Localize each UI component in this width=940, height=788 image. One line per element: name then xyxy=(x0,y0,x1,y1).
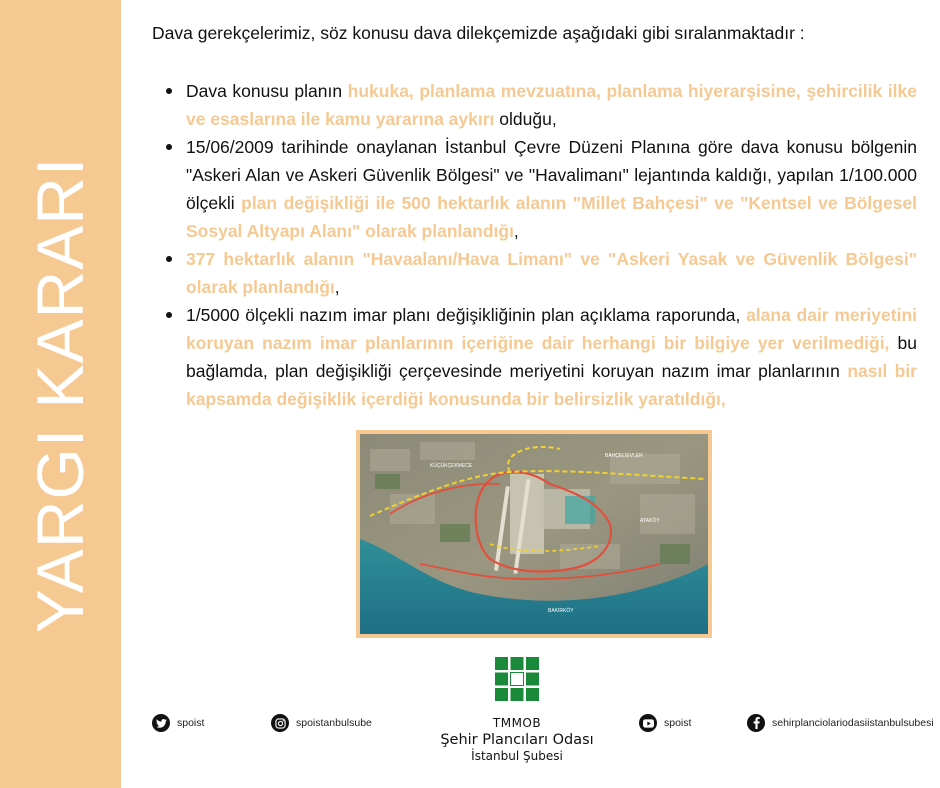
facebook-link[interactable] xyxy=(747,712,934,734)
aerial-map xyxy=(356,430,712,638)
highlight-text: alana dair meriyetini koruyan nazım imar planlarının içeriğine dair herhangi bir bilgiye yer verilmediği, xyxy=(186,305,917,353)
plain-text: , xyxy=(334,277,340,297)
section-title: YARGI KARARI xyxy=(23,156,97,634)
list-item xyxy=(186,301,917,413)
twitter-link[interactable] xyxy=(152,712,204,734)
intro-text: Dava gerekçelerimiz, söz konusu dava dilekçemizde aşağıdaki gibi sıralanmaktadır : xyxy=(152,23,805,43)
instagram-link[interactable] xyxy=(271,712,372,734)
map-label: KÜÇÜKÇEKMECE xyxy=(430,463,473,469)
list-item xyxy=(186,245,917,301)
plain-text: Dava konusu planın xyxy=(186,81,348,101)
logo-org: Şehir Plancıları Odası xyxy=(440,732,594,748)
plain-text: , xyxy=(513,221,519,241)
plain-text: bu bağlamda, plan değişikliği çerçevesinde meriyetini koruyan nazım imar planlarının xyxy=(186,333,917,381)
tmmob-logo xyxy=(440,657,594,763)
highlight-text: 377 hektarlık alanın "Havaalanı/Hava Limanı" ve "Askeri Yasak ve Güvenlik Bölgesi" olarak planlandığı xyxy=(186,249,917,297)
youtube-link[interactable] xyxy=(639,712,691,734)
facebook-handle: sehirplanciolariodasiistanbulsubesi xyxy=(772,717,934,729)
facebook-icon xyxy=(747,714,765,732)
map-label: ATAKÖY xyxy=(640,518,660,524)
bullet-list xyxy=(186,77,917,413)
twitter-icon xyxy=(152,714,170,732)
plain-text: olduğu, xyxy=(494,109,557,129)
aerial-map-image xyxy=(360,434,708,634)
twitter-handle: spoist xyxy=(177,717,205,729)
highlight-text: hukuka, planlama mevzuatına, planlama hiyerarşisine, şehircilik ilke ve esaslarına ile kamu yararına aykırı xyxy=(186,81,917,129)
instagram-icon xyxy=(271,714,289,732)
list-item xyxy=(186,133,917,245)
logo-mark-icon xyxy=(495,657,539,701)
plain-text: 15/06/2009 tarihinde onaylanan İstanbul Çevre Düzeni Planına göre dava konusu bölgenin "Askeri Alan ve Askeri Güvenlik Bölgesi" ve "Havalimanı" lejantında kaldığı, yapılan 1/100.000 ölçekli xyxy=(186,137,917,213)
youtube-handle: spoist xyxy=(664,717,692,729)
logo-branch: İstanbul Şubesi xyxy=(471,749,563,763)
map-label: BAKIRKÖY xyxy=(548,608,574,614)
instagram-handle: spoistanbulsube xyxy=(296,717,372,729)
plain-text: 1/5000 ölçekli nazım imar planı değişikliğinin plan açıklama raporunda, xyxy=(186,305,747,325)
youtube-icon xyxy=(639,714,657,732)
list-item xyxy=(186,77,917,133)
sidebar-band xyxy=(0,0,121,788)
highlight-text: nasıl bir kapsamda değişiklik içerdiği konusunda bir belirsizlik yaratıldığı, xyxy=(186,361,917,409)
highlight-text: plan değişikliği ile 500 hektarlık alanın "Millet Bahçesi" ve "Kentsel ve Bölgesel Sosyal Altyapı Alanı" olarak planlandığı xyxy=(186,193,918,241)
map-label: BAHÇELİEVLER xyxy=(605,453,643,459)
logo-name: TMMOB xyxy=(492,716,542,730)
